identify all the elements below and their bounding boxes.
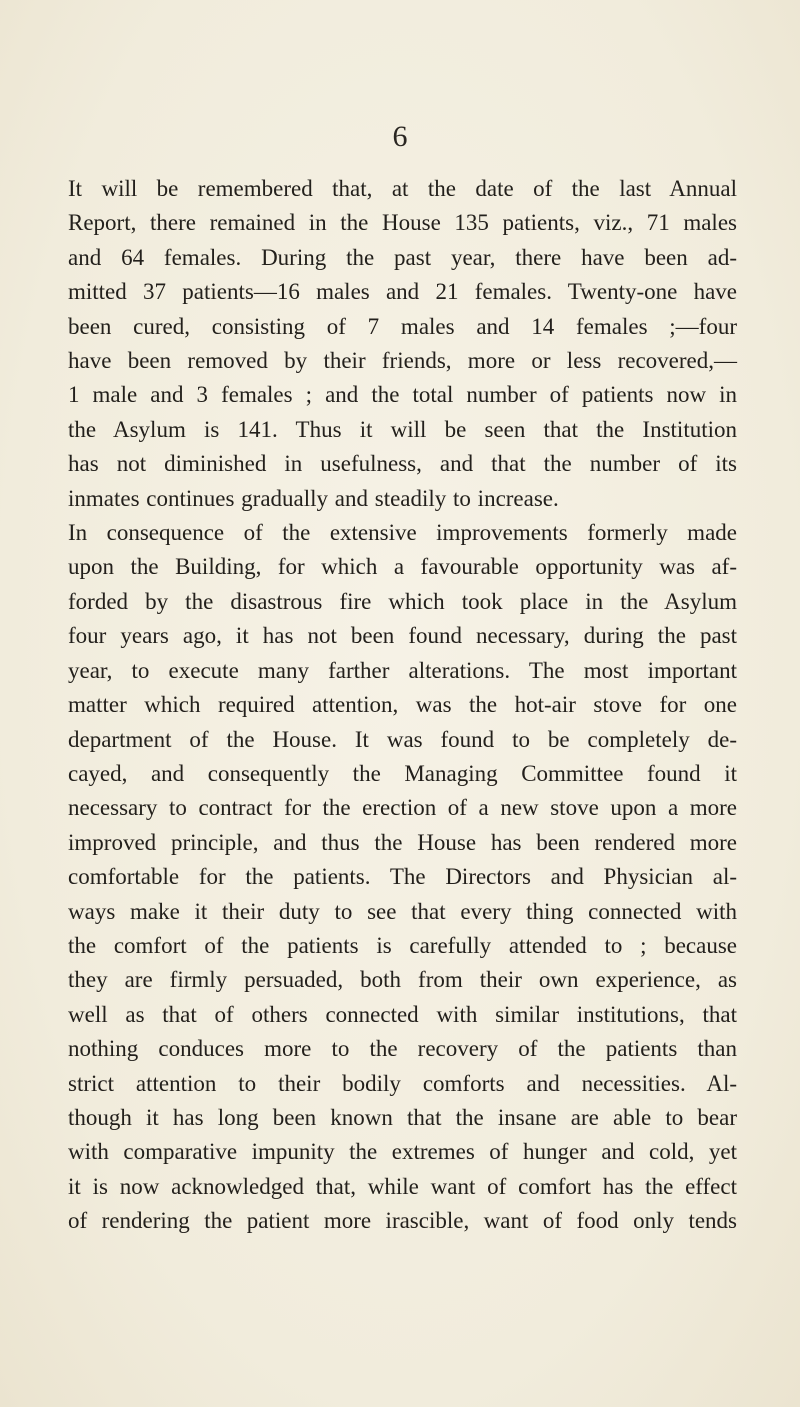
text-line-21: comfortable for the patients. The Directors and Physician al- bbox=[68, 864, 737, 890]
text-line-20: improved principle, and thus the House has been rendered more bbox=[68, 829, 737, 855]
text-line-15: year, to execute many farther alterations. The most important bbox=[68, 657, 737, 683]
text-line-28: though it has long been known that the insane are able to bear bbox=[68, 1104, 737, 1130]
body-text bbox=[68, 172, 737, 1239]
text-line-29: with comparative impunity the extremes of hunger and cold, yet bbox=[68, 1139, 737, 1165]
text-line-26: nothing conduces more to the recovery of the patients than bbox=[68, 1036, 737, 1062]
text-line-22: ways make it their duty to see that every thing connected with bbox=[68, 898, 737, 924]
text-line-10: inmates continues gradually and steadily to increase. bbox=[68, 485, 559, 511]
text-line-6: have been removed by their friends, more or less recovered,— bbox=[68, 348, 737, 374]
text-line-16: matter which required attention, was the hot-air stove for one bbox=[68, 692, 737, 718]
text-line-8: the Asylum is 141. Thus it will be seen that the Institution bbox=[68, 416, 737, 442]
text-line-23: the comfort of the patients is carefully attended to ; because bbox=[68, 932, 737, 958]
text-line-5: been cured, consisting of 7 males and 14 females ;—four bbox=[68, 313, 737, 339]
text-line-13: forded by the disastrous fire which took place in the Asylum bbox=[68, 588, 737, 614]
text-line-4: mitted 37 patients—16 males and 21 females. Twenty-one have bbox=[68, 279, 737, 305]
text-line-31: of rendering the patient more irascible, want of food only tends bbox=[68, 1208, 737, 1234]
text-line-14: four years ago, it has not been found necessary, during the past bbox=[68, 623, 737, 649]
text-line-9: has not diminished in usefulness, and that the number of its bbox=[68, 451, 737, 477]
text-line-30: it is now acknowledged that, while want of comfort has the effect bbox=[68, 1173, 737, 1199]
text-line-7: 1 male and 3 females ; and the total number of patients now in bbox=[68, 382, 737, 408]
text-line-27: strict attention to their bodily comforts and necessities. Al- bbox=[68, 1070, 737, 1096]
text-line-18: cayed, and consequently the Managing Committee found it bbox=[68, 760, 737, 786]
text-line-12: upon the Building, for which a favourable opportunity was af- bbox=[68, 554, 737, 580]
text-line-19: necessary to contract for the erection of a new stove upon a more bbox=[68, 795, 737, 821]
text-line-24: they are firmly persuaded, both from their own experience, as bbox=[68, 967, 737, 993]
text-line-11: In consequence of the extensive improvements formerly made bbox=[68, 520, 737, 546]
page-number: 6 bbox=[392, 120, 408, 153]
text-line-1: It will be remembered that, at the date of the last Annual bbox=[68, 176, 737, 201]
text-line-25: well as that of others connected with similar institutions, that bbox=[68, 1001, 737, 1027]
text-line-2: Report, there remained in the House 135 patients, viz., 71 males bbox=[68, 210, 737, 236]
text-line-3: and 64 females. During the past year, there have been ad- bbox=[68, 244, 737, 270]
text-line-17: department of the House. It was found to be completely de- bbox=[68, 726, 737, 752]
